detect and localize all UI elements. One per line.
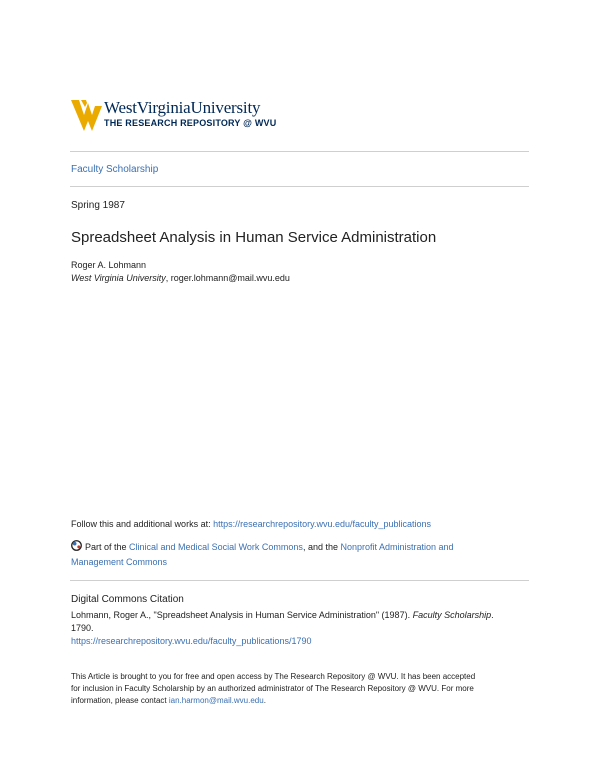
nonprofit-administration-commons-link-a[interactable]: Nonprofit Administration and xyxy=(340,542,454,552)
author-affiliation-line: West Virginia University, roger.lohmann@mail.wvu.edu xyxy=(71,273,290,283)
divider xyxy=(70,151,529,152)
notice-line-2: for inclusion in Faculty Scholarship by an authorized administrator of The Research Repository @ WVU. For more xyxy=(71,684,474,693)
citation-journal: Faculty Scholarship xyxy=(412,610,492,620)
follow-line xyxy=(71,518,431,531)
citation-text-line: Lohmann, Roger A., "Spreadsheet Analysis in Human Service Administration" (1987). Faculty Scholarship. xyxy=(71,610,494,620)
flying-wv-icon xyxy=(71,97,103,133)
wvu-logo[interactable] xyxy=(71,97,286,135)
logo-repository-name: THE RESEARCH REPOSITORY @ WVU xyxy=(104,118,277,128)
author-name: Roger A. Lohmann xyxy=(71,260,147,270)
part-of-prefix: Part of the xyxy=(85,542,130,552)
citation-text: Lohmann, Roger A., "Spreadsheet Analysis in Human Service Administration" (1987). xyxy=(71,610,413,620)
divider xyxy=(70,186,529,187)
author-email: roger.lohmann@mail.wvu.edu xyxy=(170,273,290,283)
collection-link[interactable]: Faculty Scholarship xyxy=(71,164,159,175)
author-affiliation: West Virginia University xyxy=(71,273,166,283)
publication-date: Spring 1987 xyxy=(71,200,125,211)
part-of-line xyxy=(71,540,454,554)
notice-line-1: This Article is brought to you for free and open access by The Research Repository @ WVU. It has been accepted xyxy=(71,672,476,681)
logo-university-name: WestVirginiaUniversity xyxy=(104,98,261,117)
citation-number: 1790. xyxy=(71,623,94,633)
contact-email-link[interactable]: ian.harmon@mail.wvu.edu xyxy=(168,696,264,705)
part-of-middle: , and the xyxy=(302,542,341,552)
citation-heading: Digital Commons Citation xyxy=(71,594,184,605)
divider xyxy=(70,580,529,581)
notice-prefix: information, please contact xyxy=(71,696,169,705)
commons-network-icon xyxy=(71,540,82,551)
citation-url-link[interactable]: https://researchrepository.wvu.edu/faculty_publications/1790 xyxy=(71,636,312,646)
clinical-social-work-commons-link[interactable]: Clinical and Medical Social Work Commons xyxy=(129,542,303,552)
page-title: Spreadsheet Analysis in Human Service Administration xyxy=(71,229,437,246)
notice-line-3: information, please contact ian.harmon@mail.wvu.edu. xyxy=(71,696,266,705)
nonprofit-administration-commons-link-b[interactable]: Management Commons xyxy=(71,557,168,567)
follow-url-link[interactable]: https://researchrepository.wvu.edu/faculty_publications xyxy=(213,519,432,529)
follow-prefix: Follow this and additional works at: xyxy=(71,519,214,529)
